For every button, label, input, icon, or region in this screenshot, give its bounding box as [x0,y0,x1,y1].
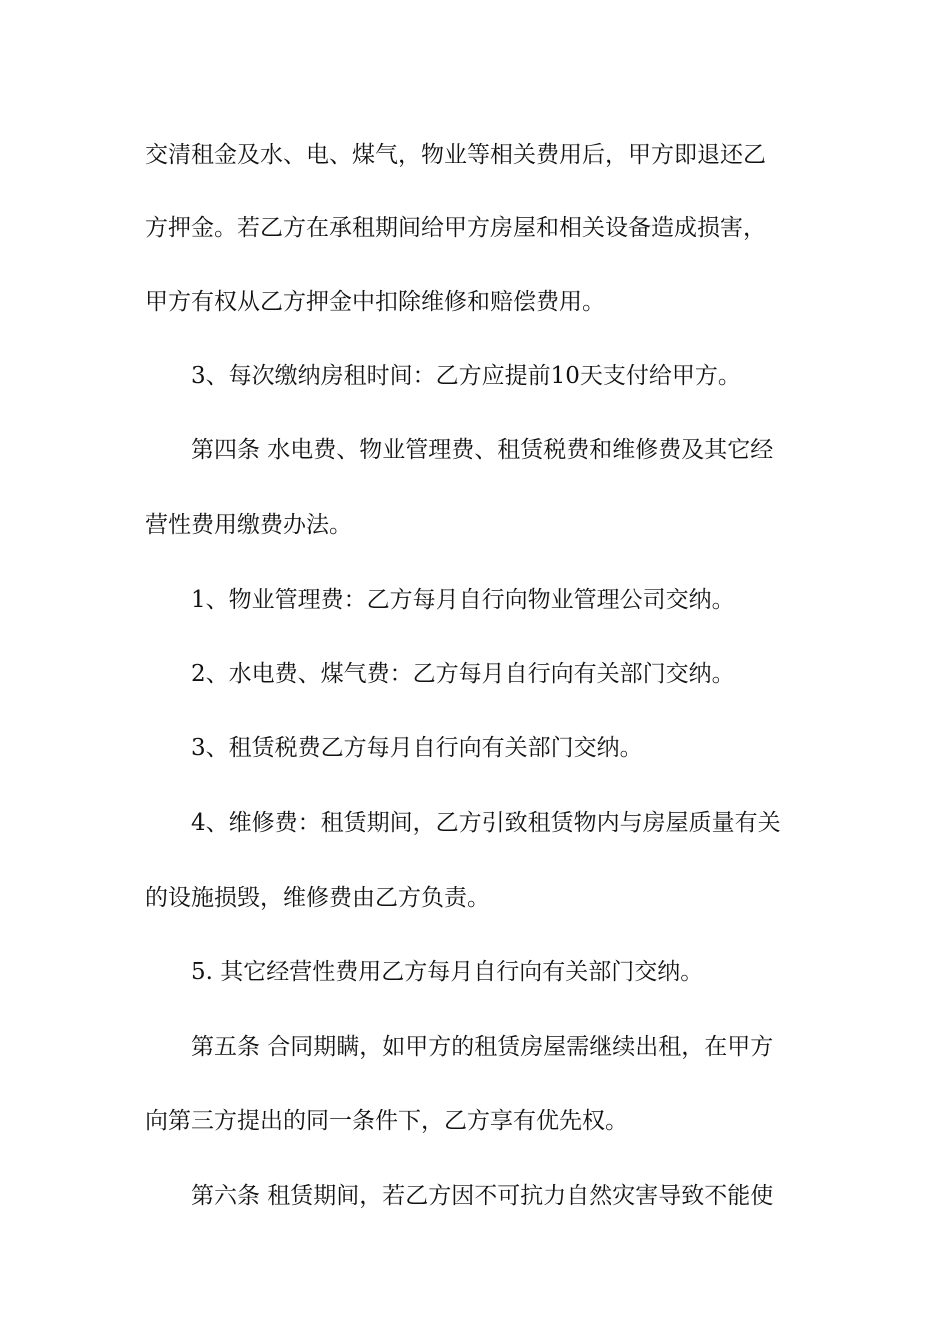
text-line: 3、租赁税费乙方每月自行向有关部门交纳。 [191,735,643,761]
article-heading-line: 第五条 合同期瞒，如甲方的租赁房屋需继续出租，在甲方 [191,1034,774,1060]
text-line: 交清租金及水、电、煤气，物业等相关费用后，甲方即退还乙 [145,142,766,168]
text-line: 的设施损毁，维修费由乙方负责。 [145,885,490,911]
text-line: 方押金。若乙方在承租期间给甲方房屋和相关设备造成损害， [145,215,766,241]
text-line: 2、水电费、煤气费：乙方每月自行向有关部门交纳。 [191,661,735,687]
article-heading-line: 第四条 水电费、物业管理费、租赁税费和维修费及其它经 [191,437,774,463]
article-heading-line: 第六条 租赁期间，若乙方因不可抗力自然灾害导致不能使 [191,1183,774,1209]
text-line: 甲方有权从乙方押金中扣除维修和赔偿费用。 [145,289,605,315]
text-line: 4、维修费：租赁期间，乙方引致租赁物内与房屋质量有关 [191,810,781,836]
text-line: 向第三方提出的同一条件下，乙方享有优先权。 [145,1108,628,1134]
text-line: 3、每次缴纳房租时间：乙方应提前10天支付给甲方。 [191,363,741,389]
text-line: 5. 其它经营性费用乙方每月自行向有关部门交纳。 [191,959,704,985]
text-line: 营性费用缴费办法。 [145,512,352,538]
text-line: 1、物业管理费：乙方每月自行向物业管理公司交纳。 [191,587,735,613]
